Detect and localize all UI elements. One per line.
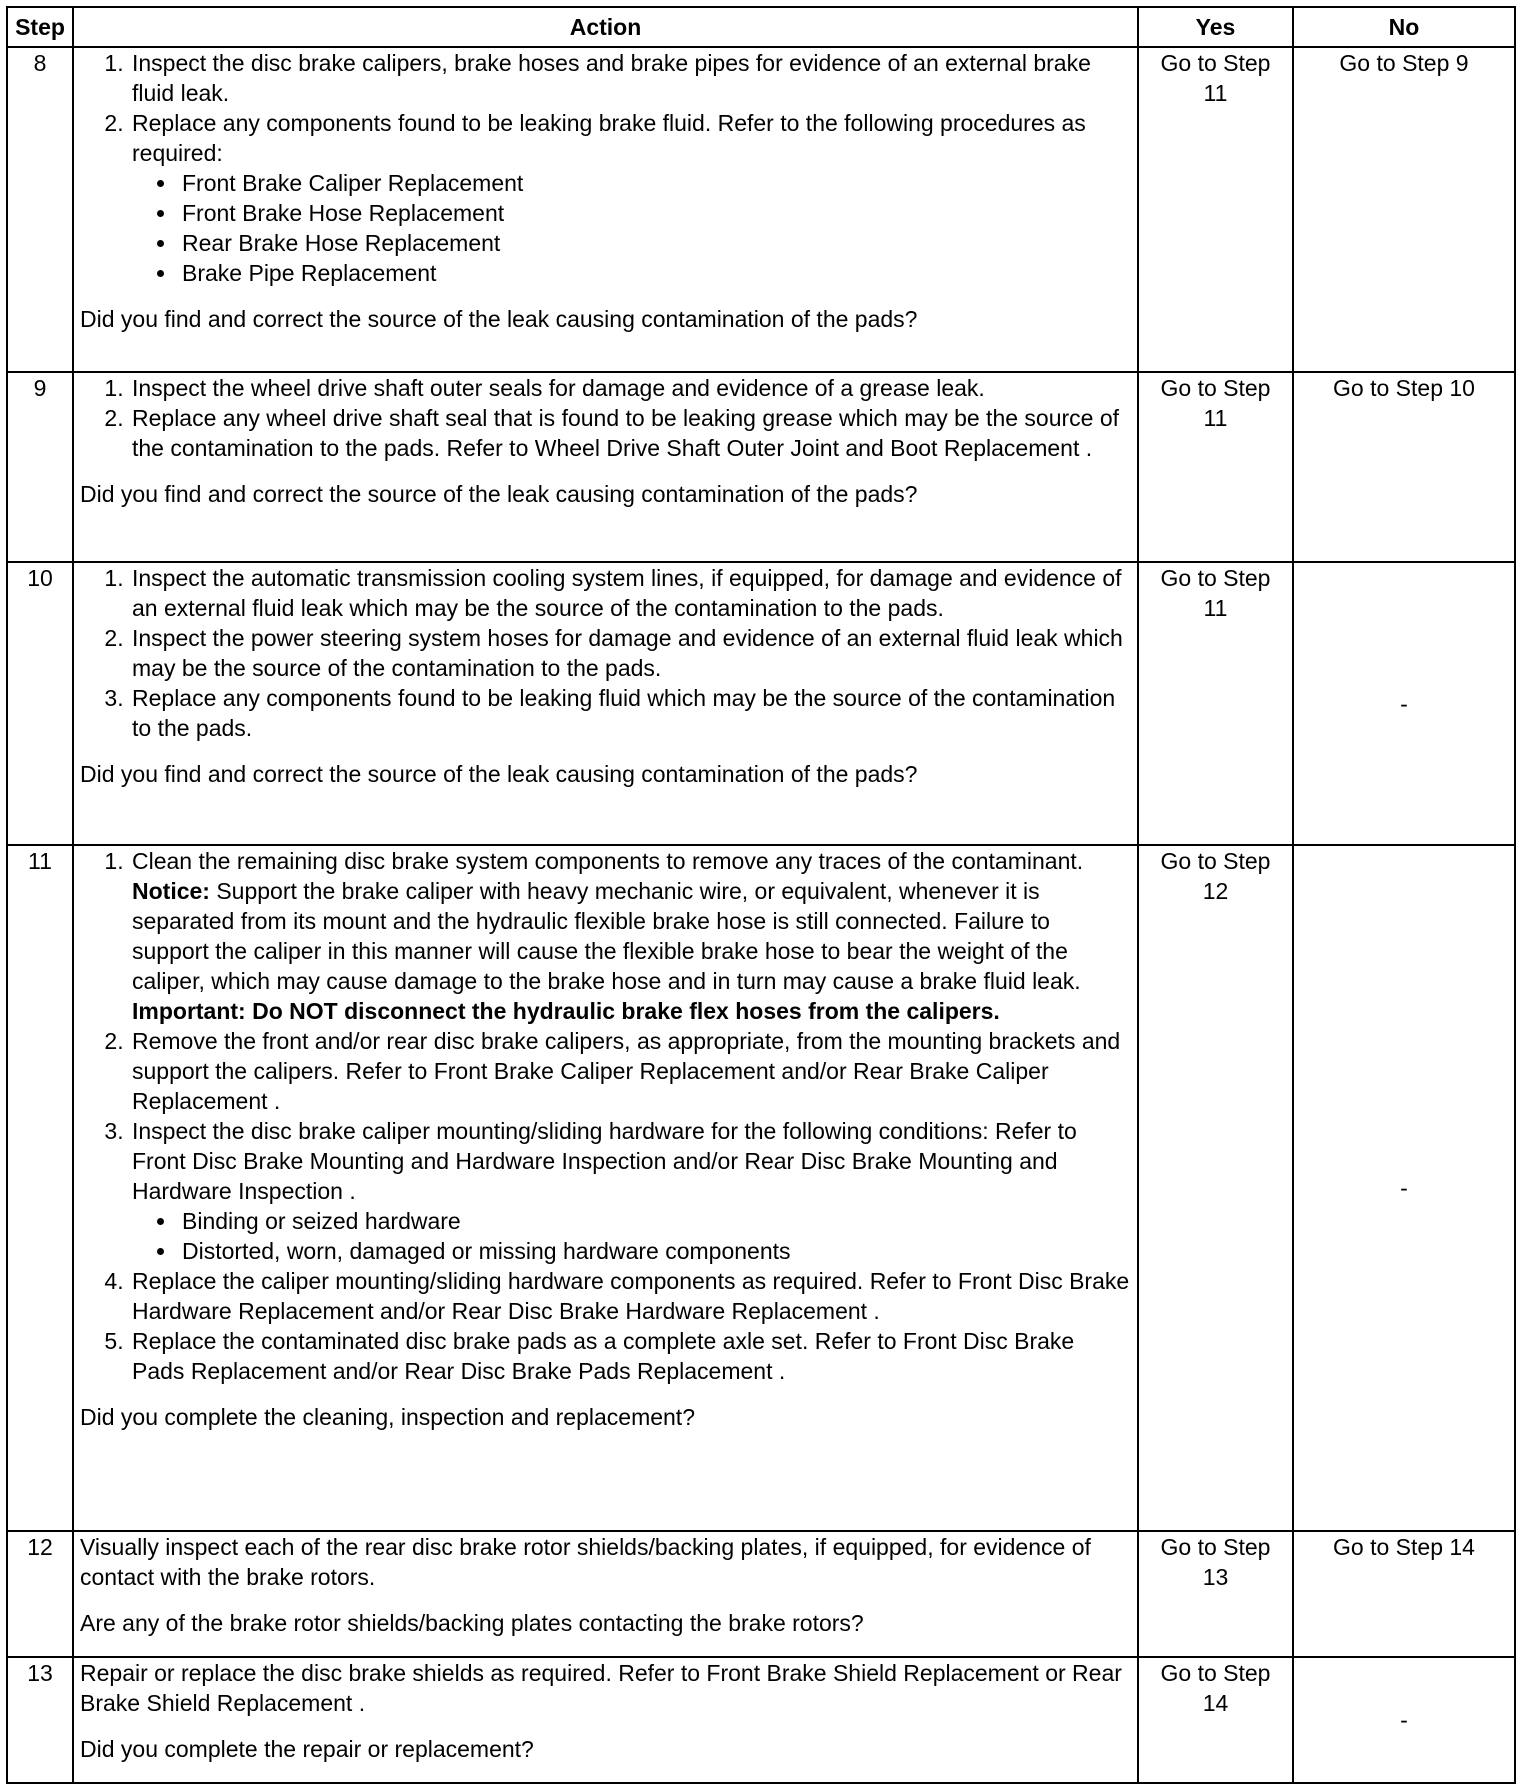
yes-step: 14 — [1202, 1690, 1229, 1716]
step-number: 10 — [7, 562, 73, 845]
no-cell: Go to Step 14 — [1293, 1531, 1515, 1657]
action-cell — [73, 562, 1138, 845]
action-cell — [73, 1531, 1138, 1657]
no-cell: Go to Step 10 — [1293, 372, 1515, 562]
procedure-list — [80, 48, 1131, 288]
table-row — [7, 845, 1515, 1531]
bullet-item: • Distorted, worn, damaged or missing hardware components — [178, 1236, 1131, 1266]
list-item: 3. Replace any components found to be leaking fluid which may be the source of the contamination to the pads. — [130, 683, 1131, 743]
list-item: 2. Remove the front and/or rear disc brake calipers, as appropriate, from the mounting brackets and support the calipers. Refer to Front Brake Caliper Replacement and/or Rear Brake Caliper Replacement . — [130, 1026, 1131, 1116]
yes-cell — [1138, 1531, 1293, 1657]
condition-bullets — [132, 1206, 1131, 1266]
list-item — [130, 846, 1131, 1026]
list-item: 2. Replace any wheel drive shaft seal that is found to be leaking grease which may be the source of the contamination to the pads. Refer to Wheel Drive Shaft Outer Joint and Boot Replacement . — [130, 403, 1131, 463]
list-item: 1. Inspect the wheel drive shaft outer seals for damage and evidence of a grease leak. — [130, 373, 1131, 403]
yes-cell — [1138, 562, 1293, 845]
important-label: Important: — [132, 998, 246, 1024]
procedure-list — [80, 846, 1131, 1386]
yes-step: 13 — [1202, 1564, 1229, 1590]
step-number: 9 — [7, 372, 73, 562]
table-row — [7, 562, 1515, 845]
list-item: 2. Inspect the power steering system hoses for damage and evidence of an external fluid leak which may be the source of the contamination to the pads. — [130, 623, 1131, 683]
action-cell — [73, 845, 1138, 1531]
yes-label: Go to Step — [1160, 565, 1271, 591]
question: Did you complete the repair or replacement? — [80, 1736, 534, 1762]
yes-cell — [1138, 845, 1293, 1531]
bullet-item: • Brake Pipe Replacement — [178, 258, 1131, 288]
action-text: Repair or replace the disc brake shields as required. Refer to Front Brake Shield Replacement or Rear Brake Shield Replacement . — [80, 1660, 1122, 1716]
notice-text: Support the brake caliper with heavy mechanic wire, or equivalent, whenever it is separated from its mount and the hydraulic flexible brake hose is still connected. Failure to support the caliper in this manner will cause the flexible brake hose to bear the weight of the caliper, which may cause damage to the brake hose and in turn may cause a brake fluid leak. — [132, 878, 1081, 994]
list-item: 5. Replace the contaminated disc brake pads as a complete axle set. Refer to Front Disc Brake Pads Replacement and/or Rear Disc Brake Pads Replacement . — [130, 1326, 1131, 1386]
bullet-item: • Binding or seized hardware — [178, 1206, 1131, 1236]
table-row — [7, 1657, 1515, 1783]
action-text: Visually inspect each of the rear disc brake rotor shields/backing plates, if equipped, for evidence of contact with the brake rotors. — [80, 1534, 1091, 1590]
table-row — [7, 372, 1515, 562]
yes-step: 11 — [1203, 405, 1228, 431]
list-item-text: Replace any components found to be leaking brake fluid. Refer to the following procedures as required: — [132, 110, 1086, 166]
yes-label: Go to Step — [1160, 848, 1271, 874]
yes-step: 11 — [1203, 80, 1228, 106]
list-item-text: Clean the remaining disc brake system components to remove any traces of the contaminant. — [132, 848, 1084, 874]
no-cell: - — [1293, 845, 1515, 1531]
list-item: 4. Replace the caliper mounting/sliding hardware components as required. Refer to Front Disc Brake Hardware Replacement and/or Rear Disc Brake Hardware Replacement . — [130, 1266, 1131, 1326]
step-number: 12 — [7, 1531, 73, 1657]
list-item-text: Inspect the disc brake caliper mounting/sliding hardware for the following conditions: Refer to Front Disc Brake Mounting and Hardware Inspection and/or Rear Disc Brake Mounting and Hardware Inspection . — [132, 1118, 1077, 1204]
table-row — [7, 47, 1515, 372]
procedure-list — [80, 373, 1131, 463]
action-cell — [73, 1657, 1138, 1783]
bullet-item: • Front Brake Hose Replacement — [178, 198, 1131, 228]
procedure-list — [80, 563, 1131, 743]
list-item: 1. Inspect the disc brake calipers, brake hoses and brake pipes for evidence of an external brake fluid leak. — [130, 48, 1131, 108]
list-item — [130, 1116, 1131, 1266]
yes-step: 11 — [1203, 595, 1228, 621]
list-item: 1. Inspect the automatic transmission cooling system lines, if equipped, for damage and evidence of an external fluid leak which may be the source of the contamination to the pads. — [130, 563, 1131, 623]
step-number: 8 — [7, 47, 73, 372]
table-row — [7, 1531, 1515, 1657]
no-cell: - — [1293, 562, 1515, 845]
yes-cell — [1138, 47, 1293, 372]
header-action: Action — [73, 7, 1138, 47]
question: Did you complete the cleaning, inspection and replacement? — [80, 1404, 695, 1430]
yes-label: Go to Step — [1160, 1660, 1271, 1686]
yes-label: Go to Step — [1160, 1534, 1271, 1560]
question: Did you find and correct the source of the leak causing contamination of the pads? — [80, 761, 918, 787]
header-no: No — [1293, 7, 1515, 47]
action-cell — [73, 47, 1138, 372]
yes-cell — [1138, 372, 1293, 562]
question: Did you find and correct the source of the leak causing contamination of the pads? — [80, 481, 918, 507]
yes-label: Go to Step — [1160, 375, 1271, 401]
yes-cell — [1138, 1657, 1293, 1783]
header-step: Step — [7, 7, 73, 47]
procedure-bullets — [132, 168, 1131, 288]
yes-label: Go to Step — [1160, 50, 1271, 76]
step-number: 11 — [7, 845, 73, 1531]
diagnostic-table — [6, 6, 1516, 1784]
bullet-item: • Rear Brake Hose Replacement — [178, 228, 1131, 258]
important-block — [132, 996, 1131, 1026]
no-cell: Go to Step 9 — [1293, 47, 1515, 372]
header-row — [7, 7, 1515, 47]
list-item — [130, 108, 1131, 288]
question: Are any of the brake rotor shields/backing plates contacting the brake rotors? — [80, 1610, 864, 1636]
yes-step: 12 — [1202, 878, 1229, 904]
important-text: Do NOT disconnect the hydraulic brake flex hoses from the calipers. — [245, 998, 1000, 1024]
notice-block — [132, 876, 1131, 996]
notice-label: Notice: — [132, 878, 210, 904]
action-cell — [73, 372, 1138, 562]
bullet-item: • Front Brake Caliper Replacement — [178, 168, 1131, 198]
question: Did you find and correct the source of the leak causing contamination of the pads? — [80, 306, 918, 332]
step-number: 13 — [7, 1657, 73, 1783]
header-yes: Yes — [1138, 7, 1293, 47]
no-cell: - — [1293, 1657, 1515, 1783]
